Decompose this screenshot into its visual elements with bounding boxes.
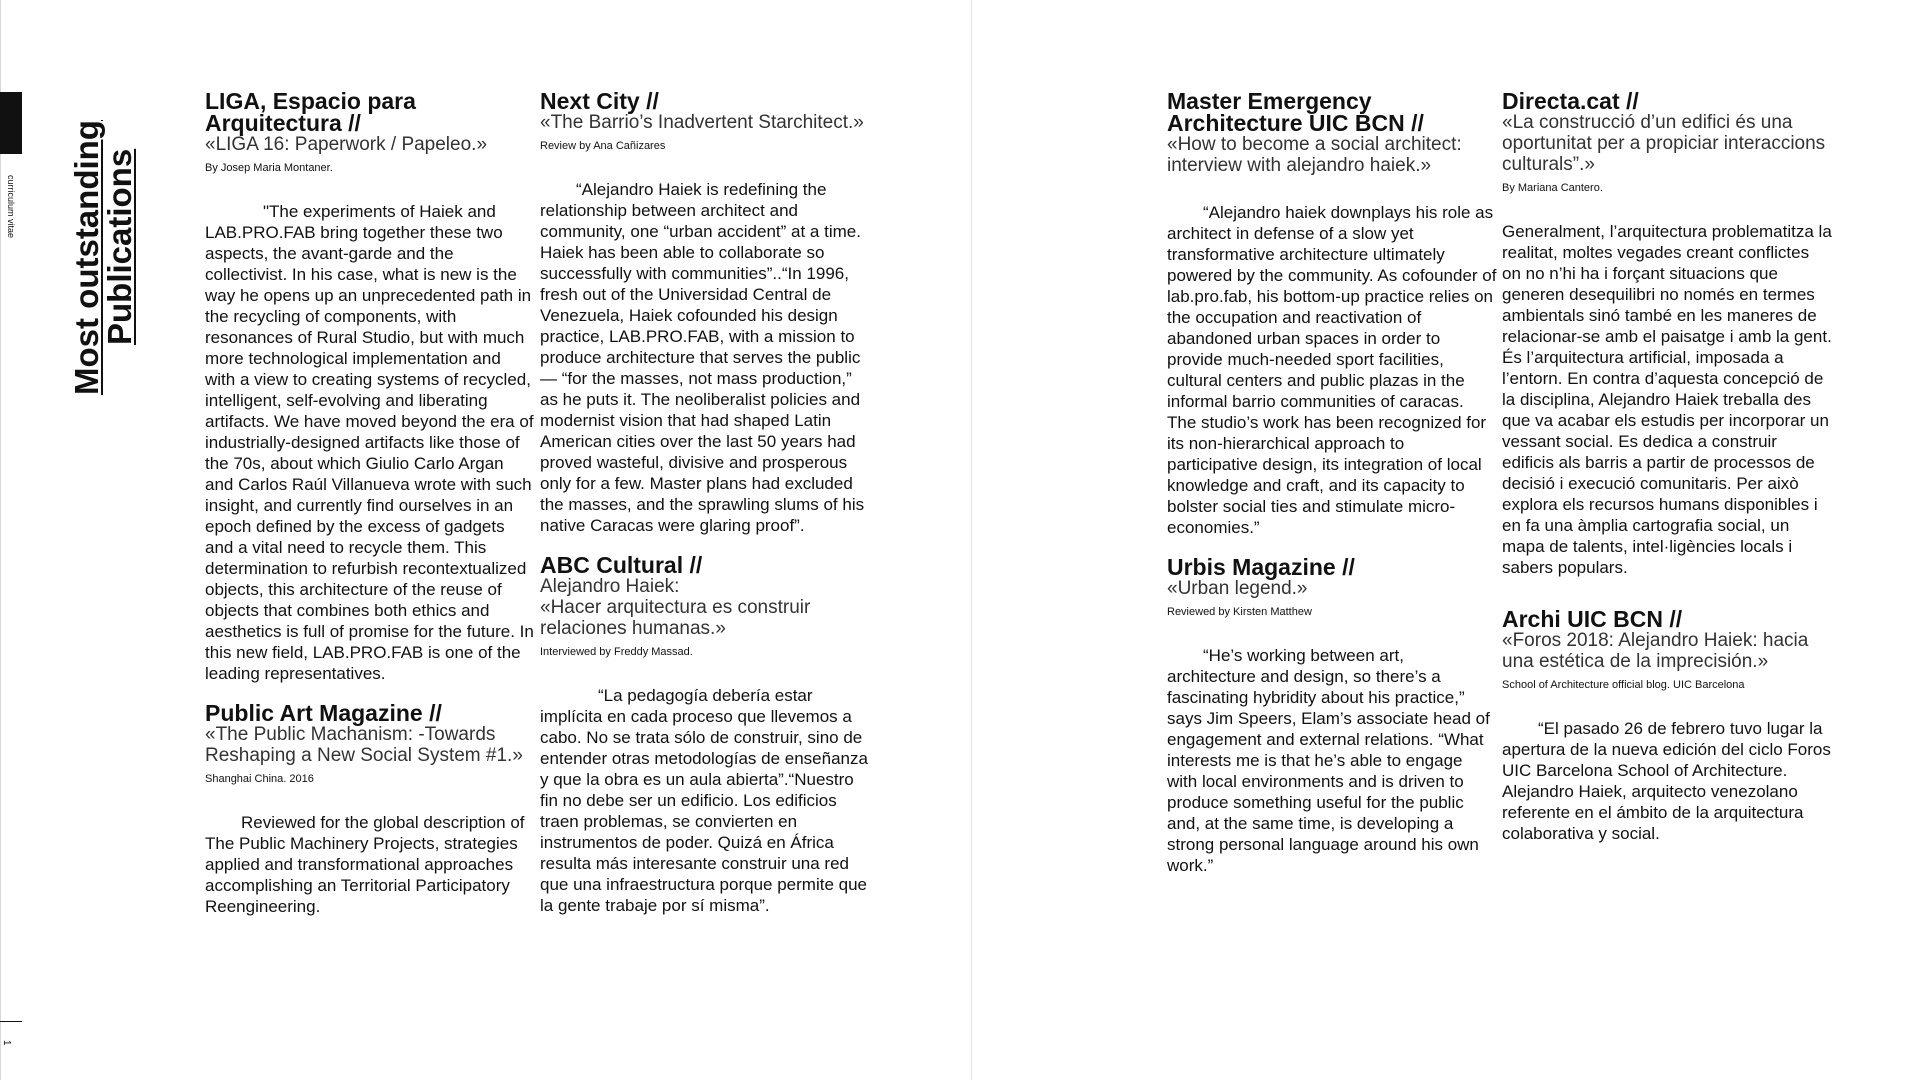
- publication-title: ABC Cultural //: [540, 552, 703, 578]
- publication-column-1: [205, 90, 535, 935]
- publication-title: LIGA, Espacio para Arquitectura //: [205, 88, 416, 136]
- publication-abc-cultural: [540, 554, 870, 916]
- side-tab-marker: [0, 92, 22, 154]
- publication-title: Archi UIC BCN //: [1502, 606, 1683, 632]
- curriculum-vitae-label: curriculum vitae: [6, 175, 16, 239]
- section-title-line-1: Most outstanding: [68, 120, 105, 395]
- publication-body: Reviewed for the global description of The Public Machinery Projects, strategies applied and transformational approaches accomplishing an Territorial Participatory Reengineering.: [205, 813, 525, 916]
- publication-title: Next City //: [540, 88, 659, 114]
- publication-column-4: [1502, 90, 1832, 862]
- page-edge-line: [0, 0, 1, 1080]
- publication-title: Urbis Magazine //: [1167, 554, 1355, 580]
- publication-urbis-magazine: [1167, 556, 1497, 876]
- page-spread-divider: [971, 0, 972, 1080]
- publication-title: Master Emergency Architecture UIC BCN //: [1167, 88, 1424, 136]
- publication-title: Directa.cat //: [1502, 88, 1639, 114]
- publication-credit: Reviewed by Kirsten Matthew: [1167, 606, 1312, 618]
- publication-archi-uic-bcn: [1502, 608, 1832, 844]
- publication-body: “Alejandro Haiek is redefining the relationship between architect and community, one “urban accident” at a time. Haiek has been able to collaborate so successfully with communities”..“In 1996, fresh out of the Universidad Central de Venezuela, Haiek cofounded his design practice, LAB.PRO.FAB, with a mission to produce architecture that serves the public — “for the masses, not mass production,” as he puts it. The neoliberalist policies and modernist vision that had shaped Latin American cities over the last 50 years had proved wasteful, divisive and prosperous only for a few. Master plans had excluded the masses, and the sprawling slums of his native Caracas were glaring proof”.: [540, 180, 865, 535]
- publication-credit: By Josep Maria Montaner.: [205, 162, 333, 174]
- publication-body: Generalment, l’arquitectura problematitza la realitat, moltes vegades creant conflictes on no n’hi ha i forçant situacions que generen desequilibri no només en termes ambientals sinó també en les maneres de relacionar-se amb el paisatge i amb la gent. És l’arquitectura artificial, imposada a l’entorn. En contra d’aquesta concepció de la disciplina, Alejandro Haiek treballa des que va acabar els estudis per incorporar un vessant social. Es dedica a construir edificis als barris a partir de processos de decisió i execució comunitaris. Per això explora els recursos humans disponibles i en fa una àmplia cartografia social, un mapa de talents, intel·ligències locals i sabers populars.: [1502, 222, 1832, 577]
- publication-subtitle: «The Barrio’s Inadvertent Starchitect.»: [540, 112, 864, 133]
- publication-body: “El pasado 26 de febrero tuvo lugar la apertura de la nueva edición del ciclo Foros UIC Barcelona School of Architecture. Alejandro Haiek, arquitecto venezolano referente en el ámbito de la arquitectura colaborativa y social.: [1502, 719, 1831, 843]
- publication-credit: Shanghai China. 2016: [205, 773, 314, 785]
- publication-column-3: [1167, 90, 1497, 894]
- publication-subtitle: «The Public Machanism: -Towards Reshaping a New Social System #1.»: [205, 724, 523, 766]
- publication-body: “La pedagogía debería estar implícita en cada proceso que llevemos a cabo. No se trata sólo de construir, sino de entender otras metodologías de enseñanza y que la obra es un aula abierta”.“Nuestro fin no debe ser un edificio. Los edificios traen problemas, se convierten en instrumentos de poder. Quizá en África resulta más interesante construir una red que una infraestructura porque permite que la gente trabaje por sí misma”.: [540, 686, 868, 915]
- page-number: 1: [1, 1040, 12, 1046]
- publication-subtitle: «Urban legend.»: [1167, 578, 1308, 599]
- section-title-line-2: Publications: [101, 148, 138, 345]
- publication-subtitle: «Foros 2018: Alejandro Haiek: hacia una estética de la imprecisión.»: [1502, 630, 1809, 672]
- publication-subtitle: Alejandro Haiek: «Hacer arquitectura es construir relaciones humanas.»: [540, 576, 811, 639]
- publication-subtitle: «La construcció d’un edifici és una oportunitat per a propiciar interaccions culturals”.»: [1502, 112, 1826, 175]
- publication-liga: [205, 90, 535, 684]
- section-title: [70, 120, 136, 395]
- publication-credit: Interviewed by Freddy Massad.: [540, 646, 693, 658]
- publication-master-emergency: [1167, 90, 1497, 538]
- publication-body: “He’s working between art, architecture and design, so there’s a fascinating hybridity about his practice,” says Jim Speers, Elam’s associate head of engagement and external relations. “What interests me is that he’s able to engage with local environments and is driven to produce something useful for the public and, at the same time, is developing a strong personal language around his own work.”: [1167, 646, 1490, 875]
- publication-title: Public Art Magazine //: [205, 700, 442, 726]
- publication-subtitle: «LIGA 16: Paperwork / Papeleo.»: [205, 134, 488, 155]
- publication-directa-cat: [1502, 90, 1832, 578]
- publication-body: "The experiments of Haiek and LAB.PRO.FAB bring together these two aspects, the avant-garde and the collectivist. In his case, what is new is the way he opens up an unprecedented path in the recycling of components, with resonances of Rural Studio, but with much more technological implementation and with a view to creating systems of recycled, intelligent, self-evolving and liberating artifacts. We have moved beyond the era of industrially-designed artifacts like those of the 70s, about which Giulio Carlo Argan and Carlos Raúl Villanueva wrote with such insight, and currently find ourselves in an epoch defined by the excess of gadgets and a vital need to recycle them. This determination to refurbish recontextualized objects, this architecture of the reuse of objects that combines both ethics and aesthetics is full of promise for the future. In this new field, LAB.PRO.FAB is one of the leading representatives.: [205, 202, 534, 683]
- publication-credit: By Mariana Cantero.: [1502, 182, 1603, 194]
- publication-subtitle: «How to become a social architect: interview with alejandro haiek.»: [1167, 134, 1462, 176]
- publication-credit: School of Architecture official blog. UIC Barcelona: [1502, 679, 1745, 691]
- publication-credit: Review by Ana Cañizares: [540, 140, 666, 152]
- page-number-rule: [0, 1021, 22, 1022]
- publication-public-art-magazine: [205, 702, 535, 917]
- publication-body: “Alejandro haiek downplays his role as architect in defense of a slow yet transformative architecture ultimately powered by the community. As cofounder of lab.pro.fab, his bottom-up practice relies on the occupation and reactivation of abandoned urban spaces in order to provide much-needed sport facilities, cultural centers and public plazas in the informal barrio communities of caracas. The studio’s work has been recognized for its non-hierarchical approach to participative design, its integration of local knowledge and craft, and its capacity to bolster social ties and stimulate micro-economies.”: [1167, 203, 1497, 537]
- publication-next-city: [540, 90, 870, 536]
- publication-column-2: [540, 90, 870, 934]
